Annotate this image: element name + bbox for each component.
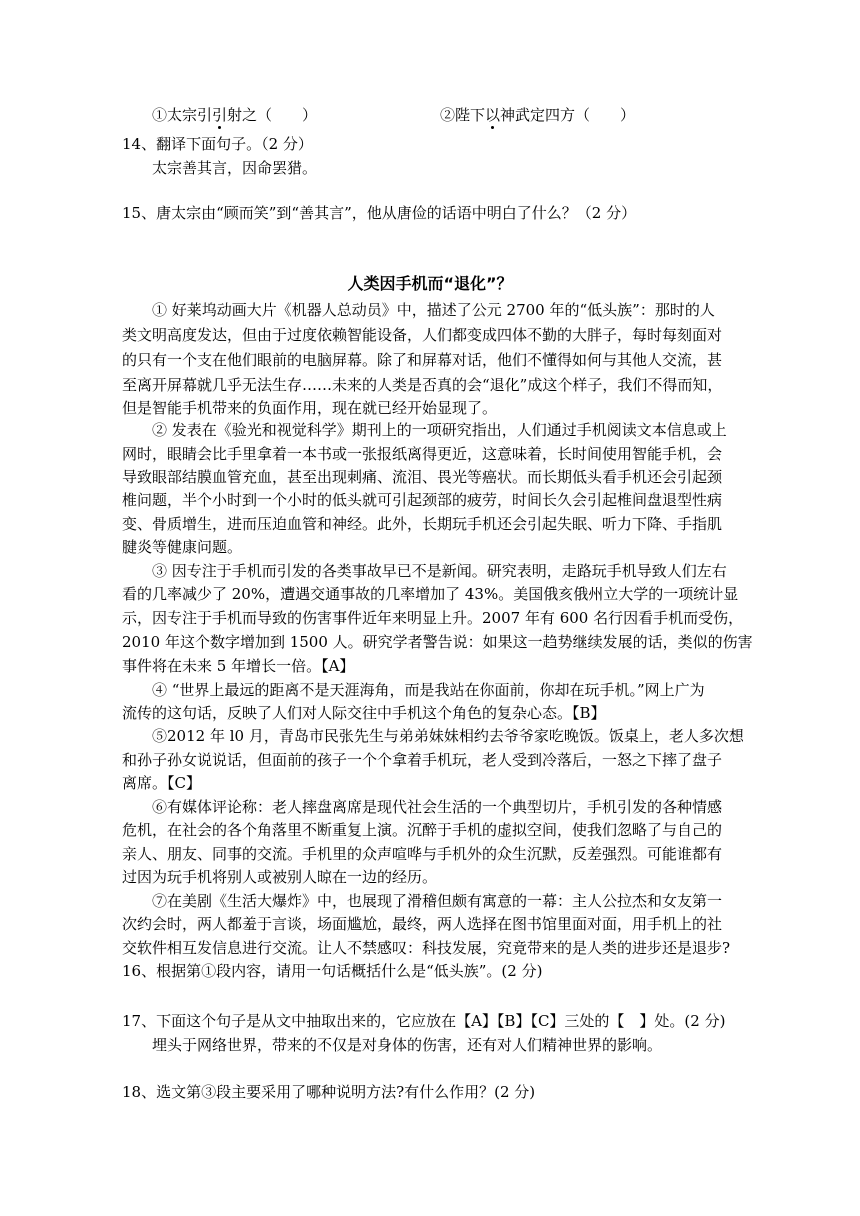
article-title: 人类因手机而“退化”？: [347, 274, 513, 293]
article-line: 椎问题，半个小时到一个小时的低头就可引起颈部的疲劳，时间长久会引起椎间盘退型性病: [122, 491, 723, 509]
article-line: 过因为玩手机将别人或被别人晾在一边的经历。: [122, 868, 438, 886]
article-line: 腱炎等健康问题。: [122, 538, 243, 556]
article-line: 离席。【C】: [122, 774, 201, 792]
article-line: 示，因专注于手机而导致的伤害事件近年来明显上升。2007 年有 600 名行因看手机而受伤，: [122, 609, 744, 627]
article-line: ③ 因专注于手机而引发的各类事故早已不是新闻。研究表明，走路玩手机导致人们左右: [152, 562, 727, 580]
article-line: 亲人、朋友、同事的交流。手机里的众声喧哗与手机外的众生沉默，反差强烈。可能谁都有: [122, 845, 723, 863]
article-line: 危机，在社会的各个角落里不断重复上演。沉醉于手机的虚拟空间，使我们忽略了与自己的: [122, 821, 723, 839]
article-line: 但是智能手机带来的负面作用，现在就已经开始显现了。: [122, 399, 498, 417]
article-line: ① 好莱坞动画大片《机器人总动员》中，描述了公元 2700 年的“低头族”：那时的人: [152, 301, 715, 319]
article-line: 类文明高度发达，但由于过度依赖智能设备，人们都变成四体不勤的大胖子，每时每刻面对: [122, 326, 723, 344]
q14-sentence: 太宗善其言，因命罢猎。: [152, 159, 318, 177]
article-line: 网时，眼睛会比手里拿着一本书或一张报纸离得更近，这意味着，长时间使用智能手机，会: [122, 445, 723, 463]
q14-question: 14、翻译下面句子。（2 分）: [122, 135, 313, 153]
q13-item-2: ②陛下以神武定四方（ ）: [440, 106, 636, 124]
q15-question: 15、唐太宗由“顾而笑”到“善其言”，他从唐俭的话语中明白了什么？（2 分）: [122, 204, 637, 222]
article-line: ④ “世界上最远的距离不是天涯海角，而是我站在你面前，你却在玩手机。”网上广为: [152, 681, 705, 699]
article-line: 交软件相互发信息进行交流。让人不禁感叹：科技发展，究竟带来的是人类的进步还是退步?: [122, 939, 731, 957]
article-line: 2010 年这个数字增加到 1500 人。研究学者警告说：如果这一趋势继续发展的话，类似的伤害: [122, 633, 753, 651]
article-line: ⑦在美剧《生活大爆炸》中，也展现了滑稽但颇有寓意的一幕：主人公拉杰和女友第一: [152, 892, 723, 910]
q17-question: 17、下面这个句子是从文中抽取出来的，它应放在【A】【B】【C】三处的【 】处。(2 分): [122, 1012, 726, 1030]
q18-question: 18、选文第③段主要采用了哪种说明方法?有什么作用？(2 分): [122, 1083, 536, 1101]
q13-item-1: ①太宗引引射之（ ）: [152, 106, 318, 124]
article-line: 至离开屏幕就几乎无法生存……未来的人类是否真的会“退化”成这个样子，我们不得而知，: [122, 376, 723, 394]
article-line: 导致眼部结膜血管充血，甚至出现刺痛、流泪、畏光等癌状。而长期低头看手机还会引起颈: [122, 468, 723, 486]
q16-question: 16、根据第①段内容，请用一句话概括什么是“低头族”。(2 分): [122, 962, 543, 980]
article-line: 次约会时，两人都羞于言谈，场面尴尬，最终，两人选择在图书馆里面对面，用手机上的社: [122, 915, 723, 933]
emphasis-dot-char: 引: [212, 106, 228, 124]
article-line: ⑤2012 年 l0 月，青岛市民张先生与弟弟妹妹相约去爷爷家吃晚饭。饭桌上，老人多次想: [152, 727, 744, 745]
article-line: ② 发表在《验光和视觉科学》期刊上的一项研究指出，人们通过手机阅读文本信息或上: [152, 421, 727, 439]
article-line: 看的几率减少了 20%，遭遇交通事故的几率增加了 43%。美国俄亥俄州立大学的一项统计显: [122, 585, 739, 603]
article-line: 变、骨质增生，进而压迫血管和神经。此外，长期玩手机还会引起失眠、听力下降、手指肌: [122, 515, 723, 533]
article-line: ⑥有媒体评论称：老人摔盘离席是现代社会生活的一个典型切片，手机引发的各种情感: [152, 798, 723, 816]
article-line: 和孙子孙女说说话，但面前的孩子一个个拿着手机玩，老人受到冷落后，一怒之下摔了盘子: [122, 751, 723, 769]
emphasis-dot-char: 以: [485, 106, 501, 124]
article-line: 流传的这句话，反映了人们对人际交往中手机这个角色的复杂心态。【B】: [122, 704, 606, 722]
article-line: 的只有一个支在他们眼前的电脑屏幕。除了和屏幕对话，他们不懂得如何与其他人交流，甚: [122, 351, 723, 369]
article-line: 事件将在未来 5 年增长一倍。【A】: [122, 657, 355, 675]
q17-sentence: 埋头于网络世界，带来的不仅是对身体的伤害，还有对人们精神世界的影响。: [152, 1036, 663, 1054]
